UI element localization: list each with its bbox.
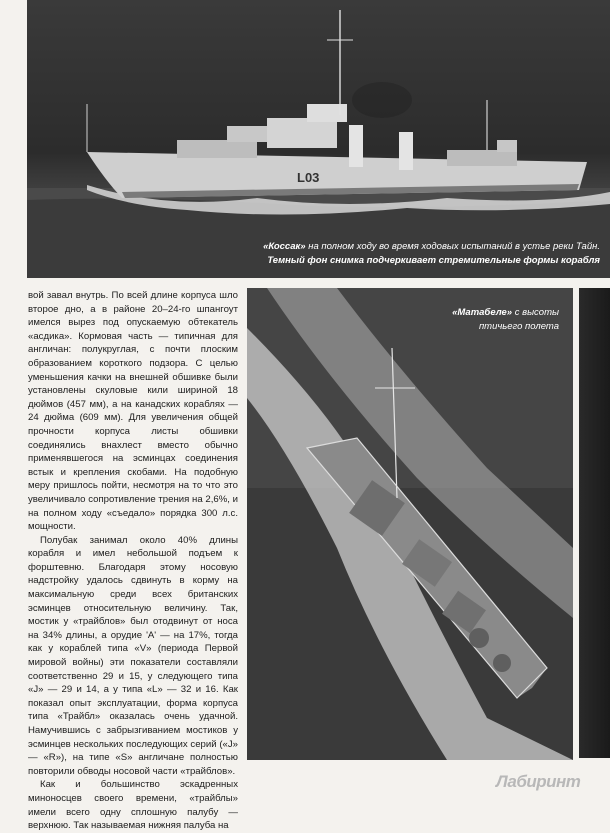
destroyer-cossack-illustration <box>27 0 610 278</box>
caption-line1: на полном ходу во время ходовых испытаний в устье реки Тайн. <box>305 241 600 252</box>
caption-rest: с высоты птичьего полета <box>478 307 559 332</box>
caption-line2: Темный фон снимка подчеркивает стремительные формы корабля <box>267 255 600 266</box>
bottom-photo <box>247 288 573 760</box>
watermark-logo: Лабиринт <box>496 772 581 791</box>
destroyer-matabele-illustration <box>247 288 573 760</box>
top-photo-caption <box>220 240 600 268</box>
article-paragraph-3: Как и большинство эскадренных миноносцев своего времени, «трайблы» имели всего одну сплошную палубу — верхнюю. Так называемая нижняя палуба на <box>28 779 238 832</box>
caption-ship-name: «Матабеле» <box>452 307 513 318</box>
article-paragraph-2: Полубак занимал около 40% длины корабля и имел небольшой подъем к форштевню. Благодаря этому носовую надстройку удалось сдвинуть в корму на максимальную среди всех британских эсминцев относительную величину. Так, мостик у «трайблов» был отодвинут от носа на 34% длины, а орудие 'A' — на 17%, тогда как у кораблей типа «V» (периода Первой мировой войны) эти показатели составляли соответственно 29 и 15, у следующего типа «J» — 29 и 14, а у типа «L» — 32 и 16. Как показал опыт эксплуатации, форма корпуса типа «Трайбл» оказалась очень удачной. Намучившись с забрызгиванием мостиков у эсминцев нескольких последующих серий («J» — «R»), на типе «S» англичане полностью повторили обводы носовой части «трайблов». <box>28 534 238 777</box>
caption-ship-name: «Коссак» <box>263 241 306 252</box>
bottom-photo-caption <box>439 306 559 334</box>
hull-number: L03 <box>297 170 320 185</box>
article-paragraph-1: вой завал внутрь. По всей длине корпуса шло второе дно, а в районе 20–24-го шпангоут имелся вырез под опускаемую обтекатель «асдика». Кормовая часть — типичная для англичан: полукруглая, с почти плоским образованием короткого подзора. С целью уменьшения качки на внешней обшивке были установлены скуловые кили шириной 18 дюймов (457 мм), а на канадских кораблях — 24 дюйма (609 мм). Для увеличения общей прочности корпуса листы обшивки соединялись внахлест вместо обычно применявшегося на эсминцах соединения встык и крепления скобами. На подобную меру пришлось пойти, несмотря на то что это увеличивало сопротивление трения на 2,6%, и на полном ходу «съедало» порядка 300 л.с. мощности. <box>28 290 238 533</box>
article-text <box>28 289 238 832</box>
top-photo <box>27 0 610 278</box>
page-edge-strip <box>579 288 610 758</box>
